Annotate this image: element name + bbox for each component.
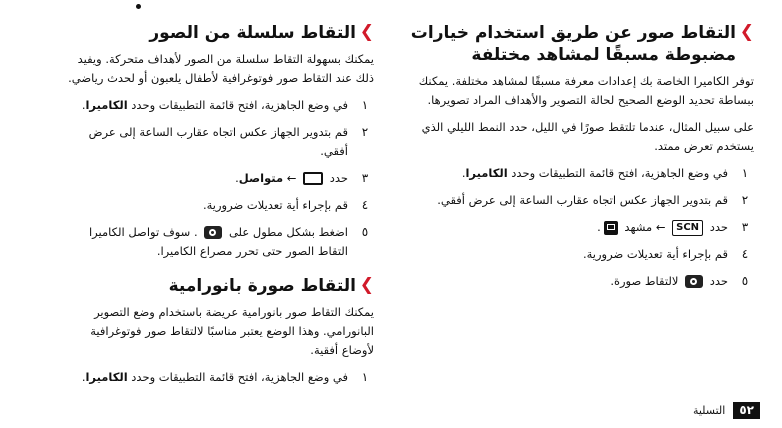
chevron-icon: ❯ <box>359 275 374 295</box>
scn-mode-icon: SCN <box>672 220 703 236</box>
heading-text: التقاط صور عن طريق استخدام خيارات مضبوطة مسبقًا لمشاهد مختلفة <box>410 23 736 65</box>
step-number: ٤ <box>361 198 369 212</box>
step-item <box>398 245 754 264</box>
heading-text: التقاط سلسلة من الصور <box>149 23 356 43</box>
chevron-icon: ❯ <box>359 22 374 42</box>
step-list <box>62 368 374 387</box>
step-pre: اضغط بشكل مطول على <box>228 225 348 239</box>
step-tail: . <box>597 220 601 234</box>
footer-section-title: التسلية <box>692 404 726 417</box>
step-number: ١ <box>361 370 369 384</box>
step-item <box>62 96 374 115</box>
paragraph: يمكنك بسهولة التقاط سلسلة من الصور لأهداف متحركة. ويفيد ذلك عند التقاط صور فوتوغرافية لأطفال يلعبون أو لحدث رياضي. <box>68 52 374 85</box>
section-heading-scene-presets <box>398 22 754 66</box>
paragraph: توفر الكاميرا الخاصة بك إعدادات معرفة مسبقًا لمشاهد مختلفة. يمكنك ببساطة تحديد الوضع الصحيح لحالة التصوير والأهداف المراد تصويرها. <box>418 74 754 107</box>
step-tail: . <box>81 370 86 384</box>
step-tail: . <box>461 166 466 180</box>
step-number: ٣ <box>741 220 749 234</box>
arrow: ← <box>286 171 297 185</box>
paragraph: يمكنك التقاط صور بانورامية عريضة باستخدام وضع التصوير البانورامي. وهذا الوضع يعتبر مناسبًا لالتقاط صور فوتوغرافية لأوضاع أفقية. <box>90 305 374 357</box>
step-text: في وضع الجاهزية، افتح قائمة التطبيقات وحدد <box>127 370 348 384</box>
step-item <box>398 191 754 210</box>
step-number: ٤ <box>741 247 749 261</box>
step-item <box>62 223 374 261</box>
step-bold: الكاميرا <box>85 370 128 384</box>
step-text: قم بإجراء أية تعديلات ضرورية. <box>582 247 728 261</box>
step-item <box>398 164 754 183</box>
step-text: قم بإجراء أية تعديلات ضرورية. <box>202 198 348 212</box>
shooting-mode-icon <box>303 172 323 185</box>
step-bold: الكاميرا <box>85 98 128 112</box>
step-number: ٢ <box>361 125 369 139</box>
step-number: ٢ <box>741 193 749 207</box>
step-tail: . <box>81 98 86 112</box>
camera-shutter-icon <box>685 275 703 288</box>
step-bold: الكاميرا <box>465 166 508 180</box>
step-item <box>62 169 374 188</box>
step-item <box>62 123 374 161</box>
step-number: ٥ <box>741 274 749 288</box>
step-item <box>62 368 374 387</box>
step-pre: حدد <box>709 274 728 288</box>
step-bold: متواصل <box>238 171 284 185</box>
step-tail: . سوف تواصل الكاميرا التقاط الصور حتى تحرر مصراع الكاميرا. <box>88 225 348 258</box>
step-list <box>398 164 754 291</box>
section-heading-panorama <box>62 275 374 297</box>
night-scene-icon <box>604 221 618 235</box>
chevron-icon: ❯ <box>739 22 754 42</box>
step-pre: حدد <box>329 171 348 185</box>
section-heading-burst <box>62 22 374 44</box>
right-column <box>398 22 754 299</box>
step-text: في وضع الجاهزية، افتح قائمة التطبيقات وحدد <box>127 98 348 112</box>
step-list <box>62 96 374 261</box>
step-tail: . <box>235 171 239 185</box>
page-number: ٥٢ <box>733 402 760 419</box>
step-text: قم بتدوير الجهاز عكس اتجاه عقارب الساعة إلى عرض أفقي. <box>88 125 348 158</box>
step-number: ٣ <box>361 171 369 185</box>
paragraph: على سبيل المثال، عندما تلتقط صورًا في الليل، حدد النمط الليلي الذي يستخدم تعرض ممتد. <box>421 120 754 153</box>
bullet-dot <box>136 4 141 9</box>
page-footer <box>693 402 760 419</box>
step-tail: لالتقاط صورة. <box>610 274 679 288</box>
step-pre: حدد <box>709 220 728 234</box>
camera-shutter-icon <box>204 226 222 239</box>
step-text: قم بتدوير الجهاز عكس اتجاه عقارب الساعة إلى عرض أفقي. <box>437 193 728 207</box>
step-number: ١ <box>361 98 369 112</box>
step-mid: مشهد <box>624 220 653 234</box>
step-item <box>62 196 374 215</box>
step-number: ١ <box>741 166 749 180</box>
heading-text: التقاط صورة بانورامية <box>168 276 356 296</box>
step-item <box>398 218 754 237</box>
left-column <box>62 22 374 395</box>
arrow: ← <box>655 220 666 234</box>
step-text: في وضع الجاهزية، افتح قائمة التطبيقات وحدد <box>507 166 728 180</box>
step-number: ٥ <box>361 225 369 239</box>
step-item <box>398 272 754 291</box>
